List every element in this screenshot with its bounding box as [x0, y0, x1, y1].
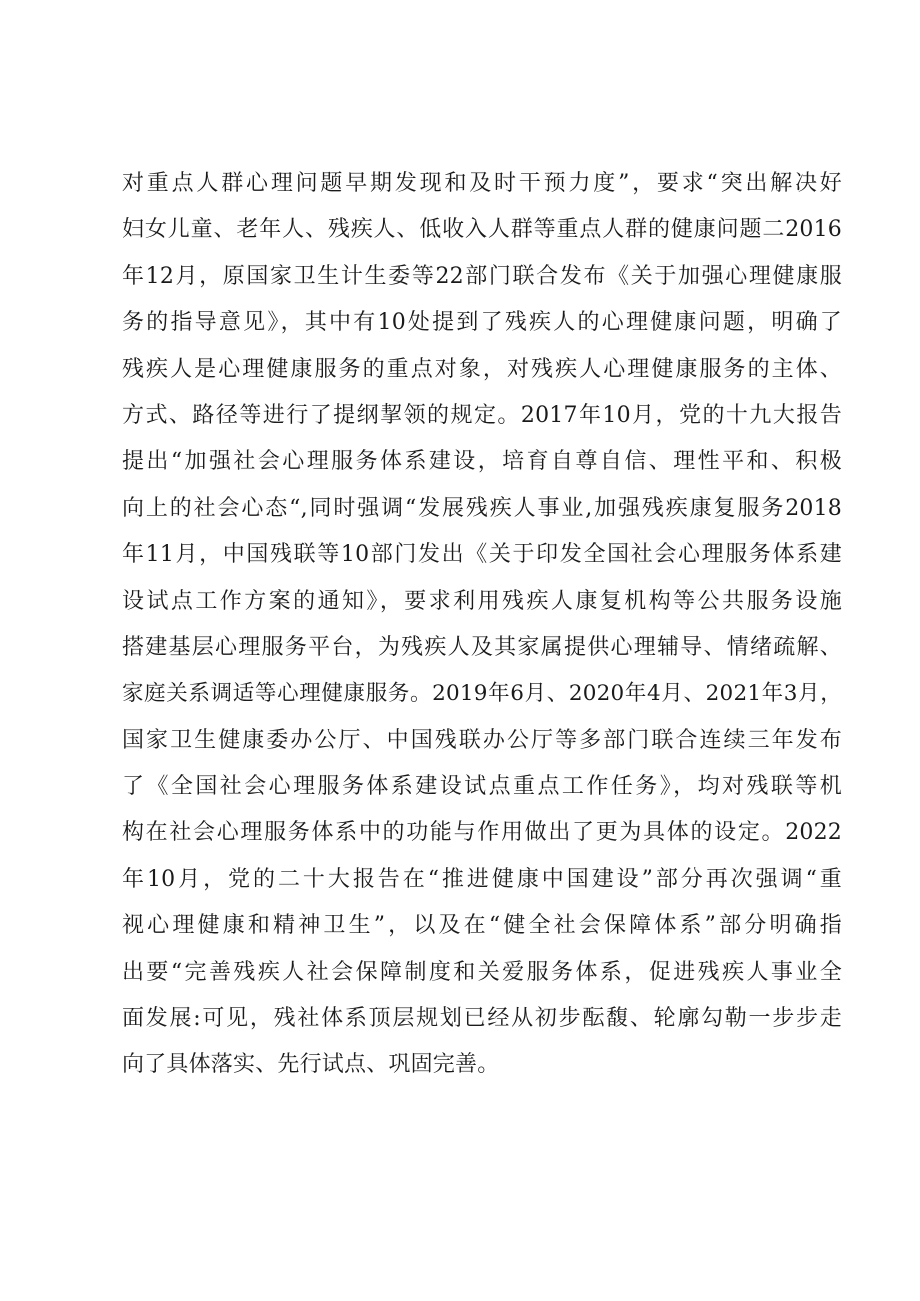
body-paragraph — [122, 161, 842, 1089]
paragraph-line: 年10月，党的二十大报告在“推进健康中国建设”部分再次强调“重 — [122, 866, 842, 892]
paragraph-line: 向上的社会心态“,同时强调“发展残疾人事业,加强残疾康复服务2018 — [122, 495, 842, 521]
paragraph-line: 设试点工作方案的通知》，要求利用残疾人康复机构等公共服务设施 — [122, 588, 842, 614]
paragraph-line: 务的指导意见》，其中有10处提到了残疾人的心理健康问题，明确了 — [122, 310, 842, 336]
paragraph-line: 视心理健康和精神卫生”，以及在“健全社会保障体系”部分明确指 — [122, 913, 842, 939]
paragraph-line: 向了具体落实、先行试点、巩固完善。 — [122, 1052, 500, 1078]
paragraph-line: 提出“加强社会心理服务体系建设，培育自尊自信、理性平和、积极 — [122, 449, 842, 475]
paragraph-line: 方式、路径等进行了提纲挈领的规定。2017年10月，党的十九大报告 — [122, 402, 842, 428]
paragraph-line: 面发展:可见，残社体系顶层规划已经从初步酝馥、轮廓勾勒一步步走 — [122, 1006, 842, 1032]
paragraph-line: 对重点人群心理问题早期发现和及时干预力度”，要求“突出解决好 — [122, 171, 842, 196]
paragraph-line: 家庭关系调适等心理健康服务。2019年6月、2020年4月、2021年3月， — [122, 681, 842, 707]
paragraph-line: 搭建基层心理服务平台，为残疾人及其家属提供心理辅导、情绪疏解、 — [122, 634, 842, 660]
paragraph-line: 国家卫生健康委办公厅、中国残联办公厅等多部门联合连续三年发布 — [122, 727, 842, 753]
paragraph-line: 构在社会心理服务体系中的功能与作用做出了更为具体的设定。2022 — [122, 820, 842, 846]
paragraph-line: 出要“完善残疾人社会保障制度和关爱服务体系，促进残疾人事业全 — [122, 959, 842, 985]
paragraph-line: 年12月，原国家卫生计生委等22部门联合发布《关于加强心理健康服 — [122, 263, 842, 289]
paragraph-line: 妇女儿童、老年人、残疾人、低收入人群等重点人群的健康问题二2016 — [122, 217, 842, 243]
paragraph-line: 残疾人是心理健康服务的重点对象，对残疾人心理健康服务的主体、 — [122, 356, 842, 382]
paragraph-line: 了《全国社会心理服务体系建设试点重点工作任务》，均对残联等机 — [122, 774, 842, 800]
paragraph-line: 年11月，中国残联等10部门发出《关于印发全国社会心理服务体系建 — [122, 542, 842, 568]
